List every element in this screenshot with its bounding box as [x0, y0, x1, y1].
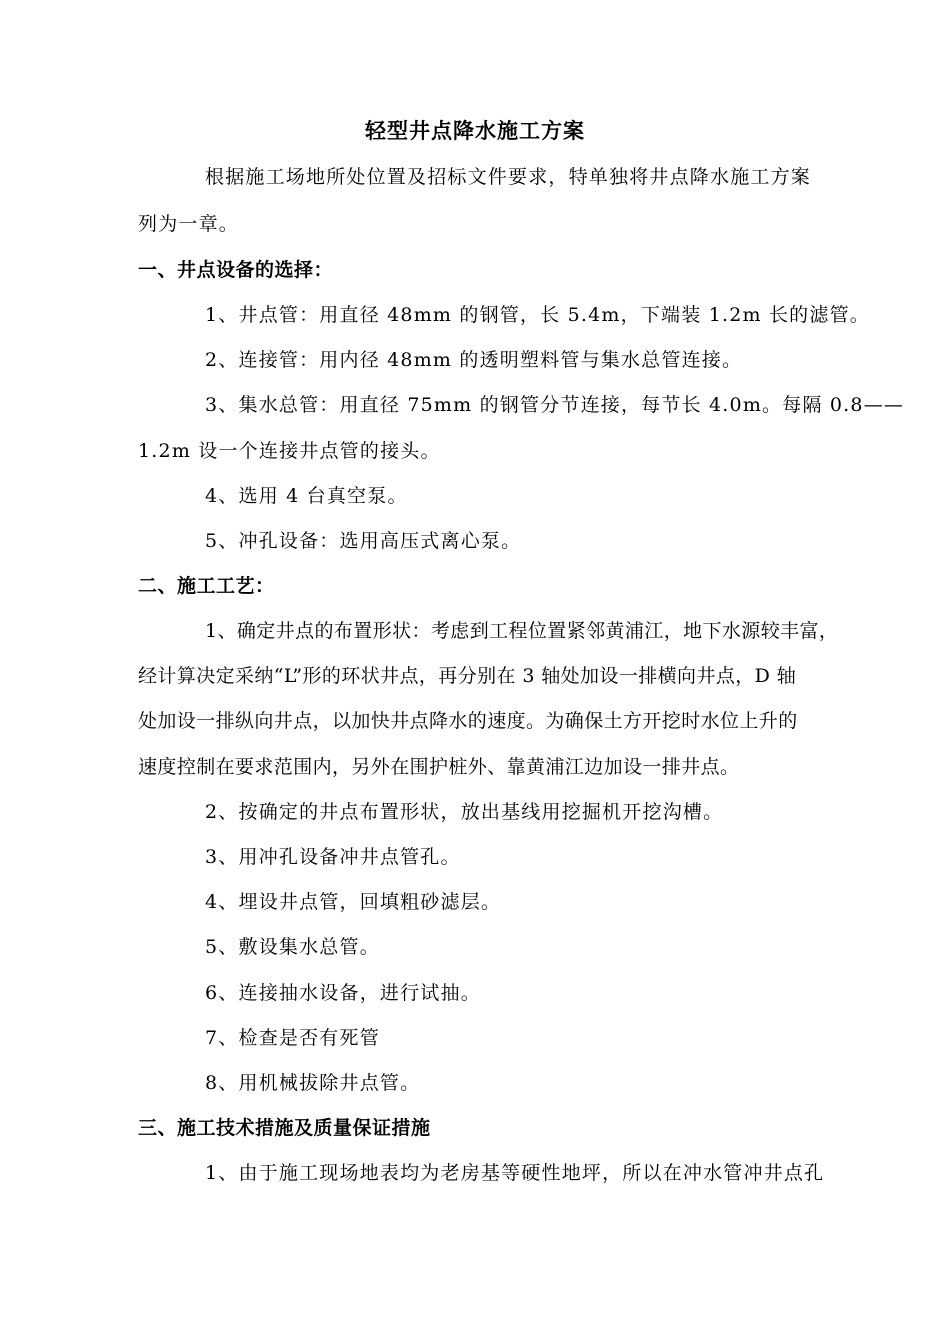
section-1-heading: 一、井点设备的选择： — [138, 259, 334, 281]
section-2-heading: 二、施工工艺： — [138, 575, 275, 597]
section-1-line-5: 4、选用 4 台真空泵。 — [205, 485, 408, 507]
section-1-line-3: 3、集水总管：用直径 75mm 的钢管分节连接，每节长 4.0m。每隔 0.8—— — [205, 394, 905, 416]
document-title: 轻型井点降水施工方案 — [365, 119, 585, 143]
section-2-line-7: 4、埋设井点管，回填粗砂滤层。 — [205, 891, 502, 913]
section-2-line-6: 3、用冲孔设备冲井点管孔。 — [205, 846, 461, 868]
section-2-line-2: 经计算决定采纳“L”形的环状井点，再分别在 3 轴处加设一排横向井点，D 轴 — [138, 665, 797, 687]
section-2-line-9: 6、连接抽水设备，进行试抽。 — [205, 982, 481, 1004]
section-2-line-5: 2、按确定的井点布置形状，放出基线用挖掘机开挖沟槽。 — [205, 801, 724, 823]
section-2-line-4: 速度控制在要求范围内，另外在围护桩外、靠黄浦江边加设一排井点。 — [138, 756, 740, 778]
section-2-line-1: 1、确定井点的布置形状：考虑到工程位置紧邻黄浦江，地下水源较丰富， — [205, 620, 839, 642]
section-2-line-8: 5、敷设集水总管。 — [205, 936, 380, 958]
intro-line-2: 列为一章。 — [138, 213, 240, 235]
section-2-line-10: 7、检查是否有死管 — [205, 1027, 380, 1049]
section-1-line-6: 5、冲孔设备：选用高压式离心泵。 — [205, 530, 522, 552]
intro-line-1: 根据施工场地所处位置及招标文件要求，特单独将井点降水施工方案 — [205, 166, 812, 188]
section-3-line-1: 1、由于施工现场地表均为老房基等硬性地坪，所以在冲水管冲井点孔 — [205, 1162, 825, 1184]
section-2-line-3: 处加设一排纵向井点，以加快井点降水的速度。为确保土方开挖时水位上升的 — [138, 710, 798, 732]
section-1-line-4: 1.2m 设一个连接井点管的接头。 — [138, 440, 441, 462]
section-1-line-1: 1、井点管：用直径 48mm 的钢管，长 5.4m，下端装 1.2m 长的滤管。 — [205, 304, 870, 326]
section-1-line-2: 2、连接管：用内径 48mm 的透明塑料管与集水总管连接。 — [205, 349, 743, 371]
section-3-heading: 三、施工技术措施及质量保证措施 — [138, 1117, 431, 1139]
section-2-line-11: 8、用机械拔除井点管。 — [205, 1072, 421, 1094]
